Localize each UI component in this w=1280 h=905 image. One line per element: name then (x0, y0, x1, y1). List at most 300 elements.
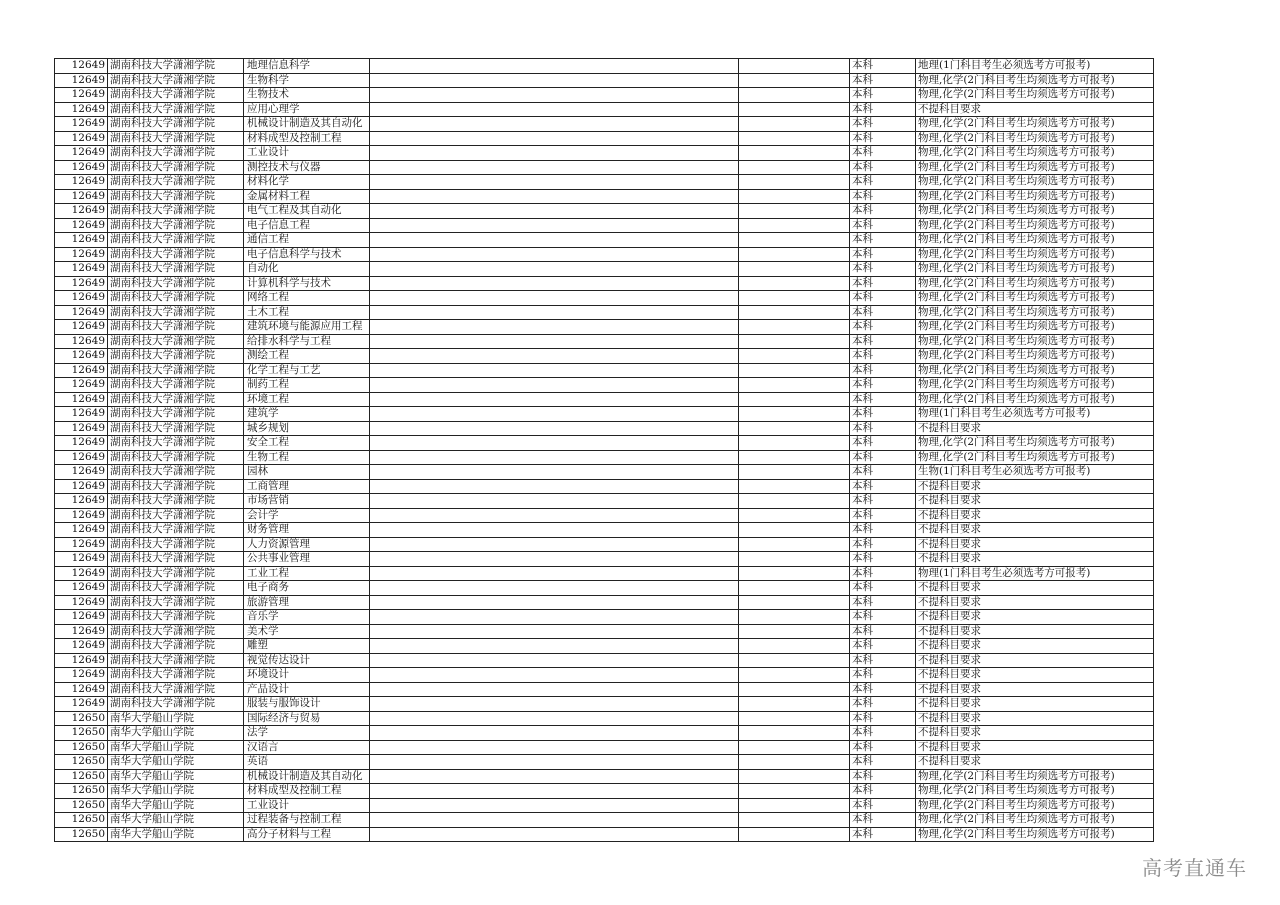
school-code-cell: 12650 (55, 798, 108, 813)
table-row (55, 131, 1154, 146)
major-name-cell: 测绘工程 (244, 349, 370, 364)
major-name-cell: 地理信息科学 (244, 59, 370, 74)
empty-cell (370, 305, 739, 320)
empty-cell (370, 711, 739, 726)
table-row (55, 784, 1154, 799)
major-name-cell: 生物工程 (244, 450, 370, 465)
major-name-cell: 建筑环境与能源应用工程 (244, 320, 370, 335)
level-cell: 本科 (850, 59, 916, 74)
empty-cell (370, 697, 739, 712)
subject-requirement-cell: 不提科目要求 (916, 595, 1154, 610)
school-code-cell: 12649 (55, 421, 108, 436)
major-name-cell: 建筑学 (244, 407, 370, 422)
level-cell: 本科 (850, 102, 916, 117)
major-name-cell: 生物技术 (244, 88, 370, 103)
school-code-cell: 12649 (55, 276, 108, 291)
subject-requirement-cell: 物理,化学(2门科目考生均须选考方可报考) (916, 363, 1154, 378)
subject-requirement-cell: 物理,化学(2门科目考生均须选考方可报考) (916, 320, 1154, 335)
school-name-cell: 湖南科技大学潇湘学院 (108, 682, 244, 697)
level-cell: 本科 (850, 537, 916, 552)
table-row (55, 523, 1154, 538)
school-name-cell: 湖南科技大学潇湘学院 (108, 117, 244, 132)
school-name-cell: 湖南科技大学潇湘学院 (108, 697, 244, 712)
school-code-cell: 12650 (55, 784, 108, 799)
major-name-cell: 市场营销 (244, 494, 370, 509)
level-cell: 本科 (850, 465, 916, 480)
subject-requirement-cell: 物理,化学(2门科目考生均须选考方可报考) (916, 73, 1154, 88)
level-cell: 本科 (850, 494, 916, 509)
level-cell: 本科 (850, 653, 916, 668)
school-code-cell: 12649 (55, 334, 108, 349)
level-cell: 本科 (850, 349, 916, 364)
major-name-cell: 服装与服饰设计 (244, 697, 370, 712)
level-cell: 本科 (850, 784, 916, 799)
empty-cell (370, 233, 739, 248)
major-name-cell: 视觉传达设计 (244, 653, 370, 668)
level-cell: 本科 (850, 610, 916, 625)
table-row (55, 798, 1154, 813)
subject-requirement-cell: 不提科目要求 (916, 624, 1154, 639)
major-name-cell: 网络工程 (244, 291, 370, 306)
school-code-cell: 12649 (55, 407, 108, 422)
school-name-cell: 湖南科技大学潇湘学院 (108, 595, 244, 610)
watermark-text: 高考直通车 (1142, 856, 1247, 880)
table-row (55, 363, 1154, 378)
empty-cell (370, 392, 739, 407)
major-name-cell: 电气工程及其自动化 (244, 204, 370, 219)
table-row (55, 334, 1154, 349)
school-code-cell: 12649 (55, 320, 108, 335)
school-code-cell: 12649 (55, 639, 108, 654)
school-name-cell: 湖南科技大学潇湘学院 (108, 479, 244, 494)
level-cell: 本科 (850, 755, 916, 770)
school-name-cell: 湖南科技大学潇湘学院 (108, 436, 244, 451)
level-cell: 本科 (850, 421, 916, 436)
empty-cell (739, 291, 850, 306)
subject-requirement-cell: 物理,化学(2门科目考生均须选考方可报考) (916, 262, 1154, 277)
empty-cell (739, 682, 850, 697)
level-cell: 本科 (850, 813, 916, 828)
empty-cell (370, 465, 739, 480)
subject-requirement-cell: 物理,化学(2门科目考生均须选考方可报考) (916, 305, 1154, 320)
empty-cell (739, 320, 850, 335)
level-cell: 本科 (850, 523, 916, 538)
school-code-cell: 12649 (55, 189, 108, 204)
empty-cell (739, 668, 850, 683)
level-cell: 本科 (850, 320, 916, 335)
subject-requirement-cell: 物理,化学(2门科目考生均须选考方可报考) (916, 117, 1154, 132)
school-code-cell: 12649 (55, 465, 108, 480)
major-name-cell: 园林 (244, 465, 370, 480)
table-row (55, 450, 1154, 465)
empty-cell (370, 262, 739, 277)
school-name-cell: 南华大学船山学院 (108, 740, 244, 755)
school-name-cell: 湖南科技大学潇湘学院 (108, 624, 244, 639)
school-name-cell: 湖南科技大学潇湘学院 (108, 73, 244, 88)
empty-cell (739, 653, 850, 668)
empty-cell (370, 131, 739, 146)
subject-requirement-cell: 物理,化学(2门科目考生均须选考方可报考) (916, 450, 1154, 465)
empty-cell (739, 784, 850, 799)
empty-cell (370, 334, 739, 349)
table-row (55, 639, 1154, 654)
subject-requirement-cell: 物理,化学(2门科目考生均须选考方可报考) (916, 291, 1154, 306)
school-name-cell: 南华大学船山学院 (108, 784, 244, 799)
school-name-cell: 湖南科技大学潇湘学院 (108, 537, 244, 552)
level-cell: 本科 (850, 668, 916, 683)
empty-cell (739, 131, 850, 146)
empty-cell (370, 784, 739, 799)
empty-cell (370, 291, 739, 306)
empty-cell (370, 740, 739, 755)
level-cell: 本科 (850, 233, 916, 248)
school-code-cell: 12649 (55, 88, 108, 103)
major-name-cell: 会计学 (244, 508, 370, 523)
level-cell: 本科 (850, 682, 916, 697)
level-cell: 本科 (850, 508, 916, 523)
school-code-cell: 12650 (55, 726, 108, 741)
empty-cell (739, 189, 850, 204)
school-code-cell: 12649 (55, 102, 108, 117)
major-name-cell: 法学 (244, 726, 370, 741)
school-code-cell: 12649 (55, 537, 108, 552)
subject-requirement-cell: 不提科目要求 (916, 740, 1154, 755)
empty-cell (370, 73, 739, 88)
table-row (55, 494, 1154, 509)
major-name-cell: 自动化 (244, 262, 370, 277)
school-name-cell: 南华大学船山学院 (108, 827, 244, 842)
school-name-cell: 湖南科技大学潇湘学院 (108, 175, 244, 190)
subject-requirement-cell: 不提科目要求 (916, 682, 1154, 697)
empty-cell (370, 204, 739, 219)
table-row (55, 827, 1154, 842)
major-name-cell: 旅游管理 (244, 595, 370, 610)
subject-requirement-cell: 物理,化学(2门科目考生均须选考方可报考) (916, 813, 1154, 828)
empty-cell (739, 88, 850, 103)
empty-cell (739, 160, 850, 175)
school-name-cell: 湖南科技大学潇湘学院 (108, 305, 244, 320)
major-name-cell: 人力资源管理 (244, 537, 370, 552)
school-name-cell: 南华大学船山学院 (108, 769, 244, 784)
subject-requirement-cell: 物理,化学(2门科目考生均须选考方可报考) (916, 131, 1154, 146)
empty-cell (739, 407, 850, 422)
admission-requirements-table (54, 58, 1154, 842)
school-name-cell: 湖南科技大学潇湘学院 (108, 566, 244, 581)
level-cell: 本科 (850, 146, 916, 161)
subject-requirement-cell: 不提科目要求 (916, 581, 1154, 596)
subject-requirement-cell: 不提科目要求 (916, 508, 1154, 523)
school-code-cell: 12649 (55, 479, 108, 494)
table-row (55, 610, 1154, 625)
empty-cell (370, 595, 739, 610)
major-name-cell: 工业设计 (244, 798, 370, 813)
school-code-cell: 12650 (55, 827, 108, 842)
school-code-cell: 12650 (55, 755, 108, 770)
major-name-cell: 雕塑 (244, 639, 370, 654)
school-name-cell: 湖南科技大学潇湘学院 (108, 363, 244, 378)
school-code-cell: 12649 (55, 160, 108, 175)
empty-cell (739, 523, 850, 538)
major-name-cell: 金属材料工程 (244, 189, 370, 204)
empty-cell (739, 59, 850, 74)
empty-cell (739, 450, 850, 465)
school-name-cell: 湖南科技大学潇湘学院 (108, 523, 244, 538)
table-row (55, 755, 1154, 770)
school-name-cell: 湖南科技大学潇湘学院 (108, 494, 244, 509)
empty-cell (370, 276, 739, 291)
school-name-cell: 湖南科技大学潇湘学院 (108, 146, 244, 161)
empty-cell (739, 218, 850, 233)
school-code-cell: 12650 (55, 813, 108, 828)
school-code-cell: 12649 (55, 262, 108, 277)
major-name-cell: 产品设计 (244, 682, 370, 697)
school-code-cell: 12649 (55, 73, 108, 88)
empty-cell (739, 798, 850, 813)
empty-cell (370, 378, 739, 393)
empty-cell (370, 798, 739, 813)
school-code-cell: 12649 (55, 450, 108, 465)
table-row (55, 624, 1154, 639)
table-row (55, 88, 1154, 103)
school-name-cell: 湖南科技大学潇湘学院 (108, 262, 244, 277)
table-row (55, 566, 1154, 581)
table-row (55, 508, 1154, 523)
subject-requirement-cell: 不提科目要求 (916, 668, 1154, 683)
table-row (55, 813, 1154, 828)
major-name-cell: 工业工程 (244, 566, 370, 581)
empty-cell (370, 668, 739, 683)
major-name-cell: 英语 (244, 755, 370, 770)
empty-cell (370, 349, 739, 364)
major-name-cell: 测控技术与仪器 (244, 160, 370, 175)
table-row (55, 349, 1154, 364)
table-row (55, 218, 1154, 233)
empty-cell (370, 450, 739, 465)
level-cell: 本科 (850, 204, 916, 219)
empty-cell (739, 117, 850, 132)
empty-cell (739, 711, 850, 726)
school-code-cell: 12649 (55, 349, 108, 364)
school-code-cell: 12649 (55, 204, 108, 219)
school-code-cell: 12649 (55, 523, 108, 538)
subject-requirement-cell: 生物(1门科目考生必须选考方可报考) (916, 465, 1154, 480)
school-code-cell: 12649 (55, 291, 108, 306)
subject-requirement-cell: 不提科目要求 (916, 537, 1154, 552)
school-code-cell: 12649 (55, 117, 108, 132)
empty-cell (739, 334, 850, 349)
empty-cell (370, 581, 739, 596)
table-row (55, 276, 1154, 291)
subject-requirement-cell: 物理,化学(2门科目考生均须选考方可报考) (916, 233, 1154, 248)
empty-cell (370, 160, 739, 175)
school-name-cell: 湖南科技大学潇湘学院 (108, 160, 244, 175)
table-row (55, 407, 1154, 422)
subject-requirement-cell: 不提科目要求 (916, 639, 1154, 654)
table-row (55, 320, 1154, 335)
subject-requirement-cell: 物理,化学(2门科目考生均须选考方可报考) (916, 88, 1154, 103)
table-row (55, 740, 1154, 755)
empty-cell (739, 175, 850, 190)
level-cell: 本科 (850, 769, 916, 784)
school-name-cell: 湖南科技大学潇湘学院 (108, 610, 244, 625)
empty-cell (739, 813, 850, 828)
school-code-cell: 12650 (55, 769, 108, 784)
empty-cell (739, 769, 850, 784)
subject-requirement-cell: 不提科目要求 (916, 653, 1154, 668)
empty-cell (739, 102, 850, 117)
school-code-cell: 12649 (55, 668, 108, 683)
school-name-cell: 湖南科技大学潇湘学院 (108, 233, 244, 248)
table-row (55, 537, 1154, 552)
school-name-cell: 南华大学船山学院 (108, 798, 244, 813)
empty-cell (739, 465, 850, 480)
school-name-cell: 湖南科技大学潇湘学院 (108, 450, 244, 465)
empty-cell (370, 552, 739, 567)
empty-cell (370, 537, 739, 552)
major-name-cell: 过程装备与控制工程 (244, 813, 370, 828)
school-code-cell: 12649 (55, 175, 108, 190)
major-name-cell: 公共事业管理 (244, 552, 370, 567)
empty-cell (739, 349, 850, 364)
major-name-cell: 计算机科学与技术 (244, 276, 370, 291)
level-cell: 本科 (850, 218, 916, 233)
school-name-cell: 湖南科技大学潇湘学院 (108, 189, 244, 204)
empty-cell (370, 421, 739, 436)
subject-requirement-cell: 物理,化学(2门科目考生均须选考方可报考) (916, 160, 1154, 175)
level-cell: 本科 (850, 88, 916, 103)
empty-cell (739, 610, 850, 625)
table-row (55, 726, 1154, 741)
level-cell: 本科 (850, 392, 916, 407)
subject-requirement-cell: 不提科目要求 (916, 102, 1154, 117)
school-code-cell: 12649 (55, 682, 108, 697)
school-code-cell: 12649 (55, 59, 108, 74)
school-name-cell: 湖南科技大学潇湘学院 (108, 639, 244, 654)
table-row (55, 436, 1154, 451)
table-row (55, 552, 1154, 567)
major-name-cell: 工业设计 (244, 146, 370, 161)
major-name-cell: 应用心理学 (244, 102, 370, 117)
school-name-cell: 南华大学船山学院 (108, 755, 244, 770)
major-name-cell: 土木工程 (244, 305, 370, 320)
table-row (55, 711, 1154, 726)
school-name-cell: 湖南科技大学潇湘学院 (108, 407, 244, 422)
school-name-cell: 湖南科技大学潇湘学院 (108, 349, 244, 364)
subject-requirement-cell: 物理,化学(2门科目考生均须选考方可报考) (916, 378, 1154, 393)
subject-requirement-cell: 不提科目要求 (916, 711, 1154, 726)
school-code-cell: 12649 (55, 595, 108, 610)
subject-requirement-cell: 物理,化学(2门科目考生均须选考方可报考) (916, 276, 1154, 291)
empty-cell (370, 320, 739, 335)
level-cell: 本科 (850, 798, 916, 813)
level-cell: 本科 (850, 581, 916, 596)
subject-requirement-cell: 物理,化学(2门科目考生均须选考方可报考) (916, 349, 1154, 364)
school-code-cell: 12650 (55, 711, 108, 726)
subject-requirement-cell: 物理,化学(2门科目考生均须选考方可报考) (916, 784, 1154, 799)
empty-cell (370, 146, 739, 161)
subject-requirement-cell: 物理,化学(2门科目考生均须选考方可报考) (916, 175, 1154, 190)
level-cell: 本科 (850, 711, 916, 726)
table-row (55, 233, 1154, 248)
school-code-cell: 12649 (55, 247, 108, 262)
table-row (55, 175, 1154, 190)
school-name-cell: 湖南科技大学潇湘学院 (108, 508, 244, 523)
empty-cell (739, 639, 850, 654)
school-code-cell: 12649 (55, 697, 108, 712)
empty-cell (370, 769, 739, 784)
school-name-cell: 湖南科技大学潇湘学院 (108, 204, 244, 219)
school-code-cell: 12649 (55, 218, 108, 233)
empty-cell (370, 479, 739, 494)
level-cell: 本科 (850, 450, 916, 465)
empty-cell (370, 523, 739, 538)
major-name-cell: 电子信息工程 (244, 218, 370, 233)
subject-requirement-cell: 不提科目要求 (916, 697, 1154, 712)
major-name-cell: 通信工程 (244, 233, 370, 248)
school-name-cell: 湖南科技大学潇湘学院 (108, 465, 244, 480)
empty-cell (739, 436, 850, 451)
table-row (55, 378, 1154, 393)
empty-cell (739, 276, 850, 291)
school-code-cell: 12649 (55, 436, 108, 451)
major-name-cell: 财务管理 (244, 523, 370, 538)
empty-cell (370, 508, 739, 523)
subject-requirement-cell: 物理,化学(2门科目考生均须选考方可报考) (916, 204, 1154, 219)
table-row (55, 653, 1154, 668)
empty-cell (370, 102, 739, 117)
school-name-cell: 湖南科技大学潇湘学院 (108, 421, 244, 436)
school-code-cell: 12649 (55, 624, 108, 639)
empty-cell (739, 740, 850, 755)
empty-cell (739, 233, 850, 248)
school-name-cell: 湖南科技大学潇湘学院 (108, 291, 244, 306)
school-name-cell: 湖南科技大学潇湘学院 (108, 668, 244, 683)
empty-cell (370, 755, 739, 770)
table-body (55, 59, 1154, 842)
table-row (55, 59, 1154, 74)
school-name-cell: 湖南科技大学潇湘学院 (108, 102, 244, 117)
major-name-cell: 国际经济与贸易 (244, 711, 370, 726)
level-cell: 本科 (850, 131, 916, 146)
empty-cell (739, 726, 850, 741)
empty-cell (739, 73, 850, 88)
major-name-cell: 安全工程 (244, 436, 370, 451)
subject-requirement-cell: 物理,化学(2门科目考生均须选考方可报考) (916, 798, 1154, 813)
major-name-cell: 材料成型及控制工程 (244, 784, 370, 799)
subject-requirement-cell: 物理,化学(2门科目考生均须选考方可报考) (916, 436, 1154, 451)
subject-requirement-cell: 物理,化学(2门科目考生均须选考方可报考) (916, 334, 1154, 349)
table-row (55, 73, 1154, 88)
school-code-cell: 12649 (55, 508, 108, 523)
level-cell: 本科 (850, 160, 916, 175)
table-row (55, 291, 1154, 306)
table-row (55, 102, 1154, 117)
subject-requirement-cell: 不提科目要求 (916, 755, 1154, 770)
subject-requirement-cell: 物理,化学(2门科目考生均须选考方可报考) (916, 392, 1154, 407)
empty-cell (370, 59, 739, 74)
level-cell: 本科 (850, 479, 916, 494)
table-row (55, 769, 1154, 784)
empty-cell (370, 653, 739, 668)
empty-cell (370, 218, 739, 233)
subject-requirement-cell: 物理,化学(2门科目考生均须选考方可报考) (916, 189, 1154, 204)
table-row (55, 595, 1154, 610)
empty-cell (739, 494, 850, 509)
empty-cell (739, 204, 850, 219)
subject-requirement-cell: 物理(1门科目考生必须选考方可报考) (916, 407, 1154, 422)
school-code-cell: 12649 (55, 653, 108, 668)
school-code-cell: 12649 (55, 581, 108, 596)
